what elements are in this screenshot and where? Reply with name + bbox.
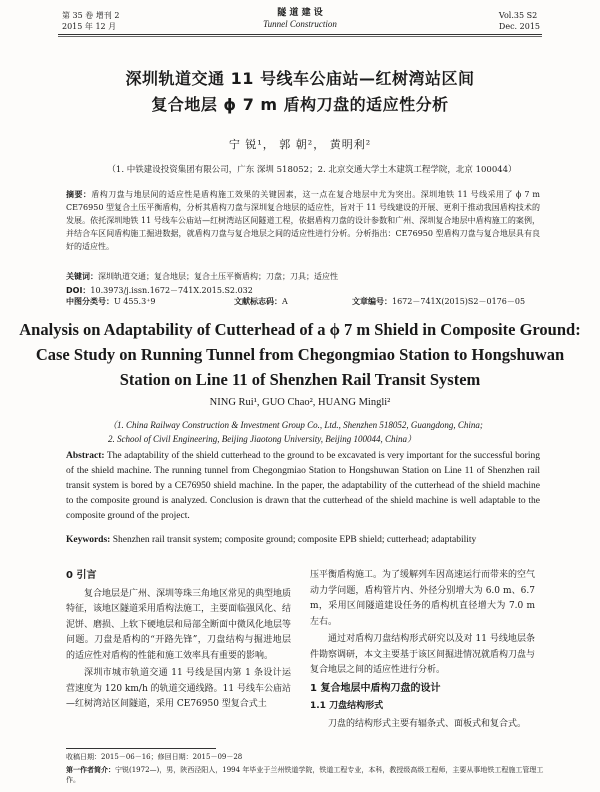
affiliation-en-1: （1. China Railway Construction & Investment Group Co., Ltd., Shenzhen 518052, Guangdong, China; bbox=[108, 420, 483, 430]
doi-text: 10.3973/j.issn.1672－741X.2015.S2.032 bbox=[90, 286, 253, 295]
title-en-line3: Station on Line 11 of Shenzhen Rail Transit System bbox=[119, 370, 481, 389]
running-header-right bbox=[499, 10, 540, 32]
keywords-en bbox=[66, 535, 540, 545]
section-1-1-heading: 1.1 刀盘结构形式 bbox=[310, 701, 384, 711]
volume-issue: 第 35 卷 增刊 2 bbox=[62, 11, 120, 20]
author-bio-text: 宁锐(1972—)，男，陕西泾阳人，1994 年毕业于兰州铁道学院，铁道工程专业，本科，教授级高级工程师，主要从事地铁工程施工管理工作。 bbox=[66, 766, 544, 784]
article-number-label: 文章编号： bbox=[352, 297, 392, 306]
title-en-line1: Analysis on Adaptability of Cutterhead of a ϕ 7 m Shield in Composite Ground: bbox=[19, 320, 581, 339]
clc-number bbox=[66, 296, 156, 307]
article-number-value: 1672－741X(2015)S2－0176－05 bbox=[392, 297, 526, 306]
author-bio bbox=[66, 765, 554, 785]
section-1-heading: 1 复合地层中盾构刀盘的设计 bbox=[310, 682, 441, 694]
volume-en: Vol.35 S2 bbox=[498, 11, 538, 20]
affiliation-en-2: 2. School of Civil Engineering, Beijing Jiaotong University, Beijing 100044, China） bbox=[108, 434, 416, 444]
header-rule-thin bbox=[58, 36, 542, 37]
keywords-cn-text: 深圳轨道交通；复合地层；复合土压平衡盾构；刀盘；刀具；适应性 bbox=[98, 272, 338, 281]
keywords-en-text: Shenzhen rail transit system; composite ground; composite EPB shield; cutterhead; adaptability bbox=[112, 535, 477, 545]
doc-code-label: 文献标志码： bbox=[234, 297, 282, 306]
received-date: 收稿日期：2015－06－16；修回日期：2015－09－28 bbox=[66, 753, 243, 761]
title-en-line2: Case Study on Running Tunnel from Chegongmiao Station to Hongshuwan bbox=[35, 345, 565, 364]
affiliation-cn: （1. 中铁建设投资集团有限公司，广东 深圳 518052；2. 北京交通大学土木建筑工程学院，北京 100044） bbox=[107, 165, 517, 175]
journal-name-en: Tunnel Construction bbox=[263, 19, 337, 29]
document-code bbox=[234, 296, 288, 307]
header-rule bbox=[58, 34, 542, 35]
abstract-cn bbox=[66, 188, 540, 253]
date-en: Dec. 2015 bbox=[498, 22, 540, 31]
doc-code-value: A bbox=[282, 297, 288, 306]
abstract-cn-label: 摘要： bbox=[66, 190, 92, 199]
clc-label: 中图分类号： bbox=[66, 297, 114, 306]
abstract-en bbox=[66, 449, 540, 524]
body-paragraph: 刀盘的结构形式主要有辐条式、面板式和复合式。 bbox=[328, 718, 527, 729]
footnote-rule bbox=[66, 748, 216, 749]
body-column-left bbox=[66, 568, 291, 715]
body-paragraph: 压平衡盾构施工。为了缓解列车因高速运行而带来的空气动力学问题，盾构管片内、外径分别增大为 6.0 m、6.7 m，采用区间隧道建设任务的盾构机直径增大为 7.0 m 左右。 bbox=[310, 570, 536, 627]
body-paragraph: 复合地层是广州、深圳等珠三角地区常见的典型地质特征，该地区隧道采用盾构法施工，主要面临强风化、结泥饼、磨损、上软下硬地层和局部全断面中微风化地层等问题。刀盘是盾构的“开路先锋”，刀盘结构与掘进地层的适应性对盾构的性能和施工效率具有重要的影响。 bbox=[66, 588, 292, 661]
section-0-heading: 0 引言 bbox=[66, 570, 97, 581]
journal-name-cn: 隧 道 建 设 bbox=[277, 8, 323, 18]
abstract-cn-text: 盾构刀盘与地层间的适应性是盾构施工效果的关键因素，这一点在复合地层中尤为突出。深圳地铁 11 号线采用了 ϕ 7 m CE76950 型复合土压平衡盾构，分析其盾构刀盘与深圳复合地层的适应性，旨对于 11 号线建设的开展、更利于推动我国盾构技术的发展。依托深圳地铁 11 号线车公庙站—红树湾站区间隧道工程，依据盾构刀盘的设计参数和广州、深圳复合地层中盾构施工的案例，并结合车区间盾构施工掘进数据，就盾构刀盘与复合地层之间的适应性进行分析。分析指出：CE76950 型盾构刀盘与复合地层具有良好的适应性。 bbox=[66, 190, 540, 251]
keywords-cn-label: 关键词： bbox=[66, 272, 98, 281]
body-paragraph: 深圳市城市轨道交通 11 号线是国内第 1 条设计运营速度为 120 km/h 的轨道交通线路。11 号线车公庙站—红树湾站区间隧道，采用 CE76950 型复合式土 bbox=[66, 668, 291, 709]
title-cn-line1: 深圳轨道交通 11 号线车公庙站—红树湾站区间 bbox=[125, 69, 475, 88]
abstract-en-text: The adaptability of the shield cutterhead to the ground to be excavated is very important for the successful boring of the shield machine. The running tunnel from Chegongmiao Station to Hongshuwan Station on Line 11 of Shenzhen rail transit system is bored by a CE76950 shield machine. In the paper, the adaptability of the cutterhead of the shield machine to the composite ground is analyzed. Conclusion is drawn that the cutterhead of the shield machine is well adaptable to the composite ground of the project. bbox=[66, 451, 540, 521]
keywords-en-label: Keywords: bbox=[66, 535, 111, 545]
article-number bbox=[352, 296, 525, 307]
authors-en: NING Rui¹, GUO Chao², HUANG Mingli² bbox=[209, 397, 391, 408]
body-column-right bbox=[310, 568, 535, 734]
title-cn-line2: 复合地层 ϕ 7 m 盾构刀盘的适应性分析 bbox=[151, 95, 449, 114]
body-paragraph: 通过对盾构刀盘结构形式研究以及对 11 号线地层条件勘察调研，本文主要基于该区间掘进情况就盾构刀盘与复合地层之间的适应性进行分析。 bbox=[310, 634, 536, 675]
authors-cn: 宁 锐¹， 郭 朝²， 黄明利² bbox=[228, 138, 372, 151]
abstract-en-label: Abstract: bbox=[66, 451, 105, 461]
clc-value: U 455.3⁺9 bbox=[114, 297, 156, 306]
keywords-cn bbox=[66, 270, 540, 283]
doi-label: DOI： bbox=[66, 286, 91, 295]
author-bio-label: 第一作者简介： bbox=[66, 766, 115, 774]
issue-date: 2015 年 12 月 bbox=[62, 22, 117, 31]
